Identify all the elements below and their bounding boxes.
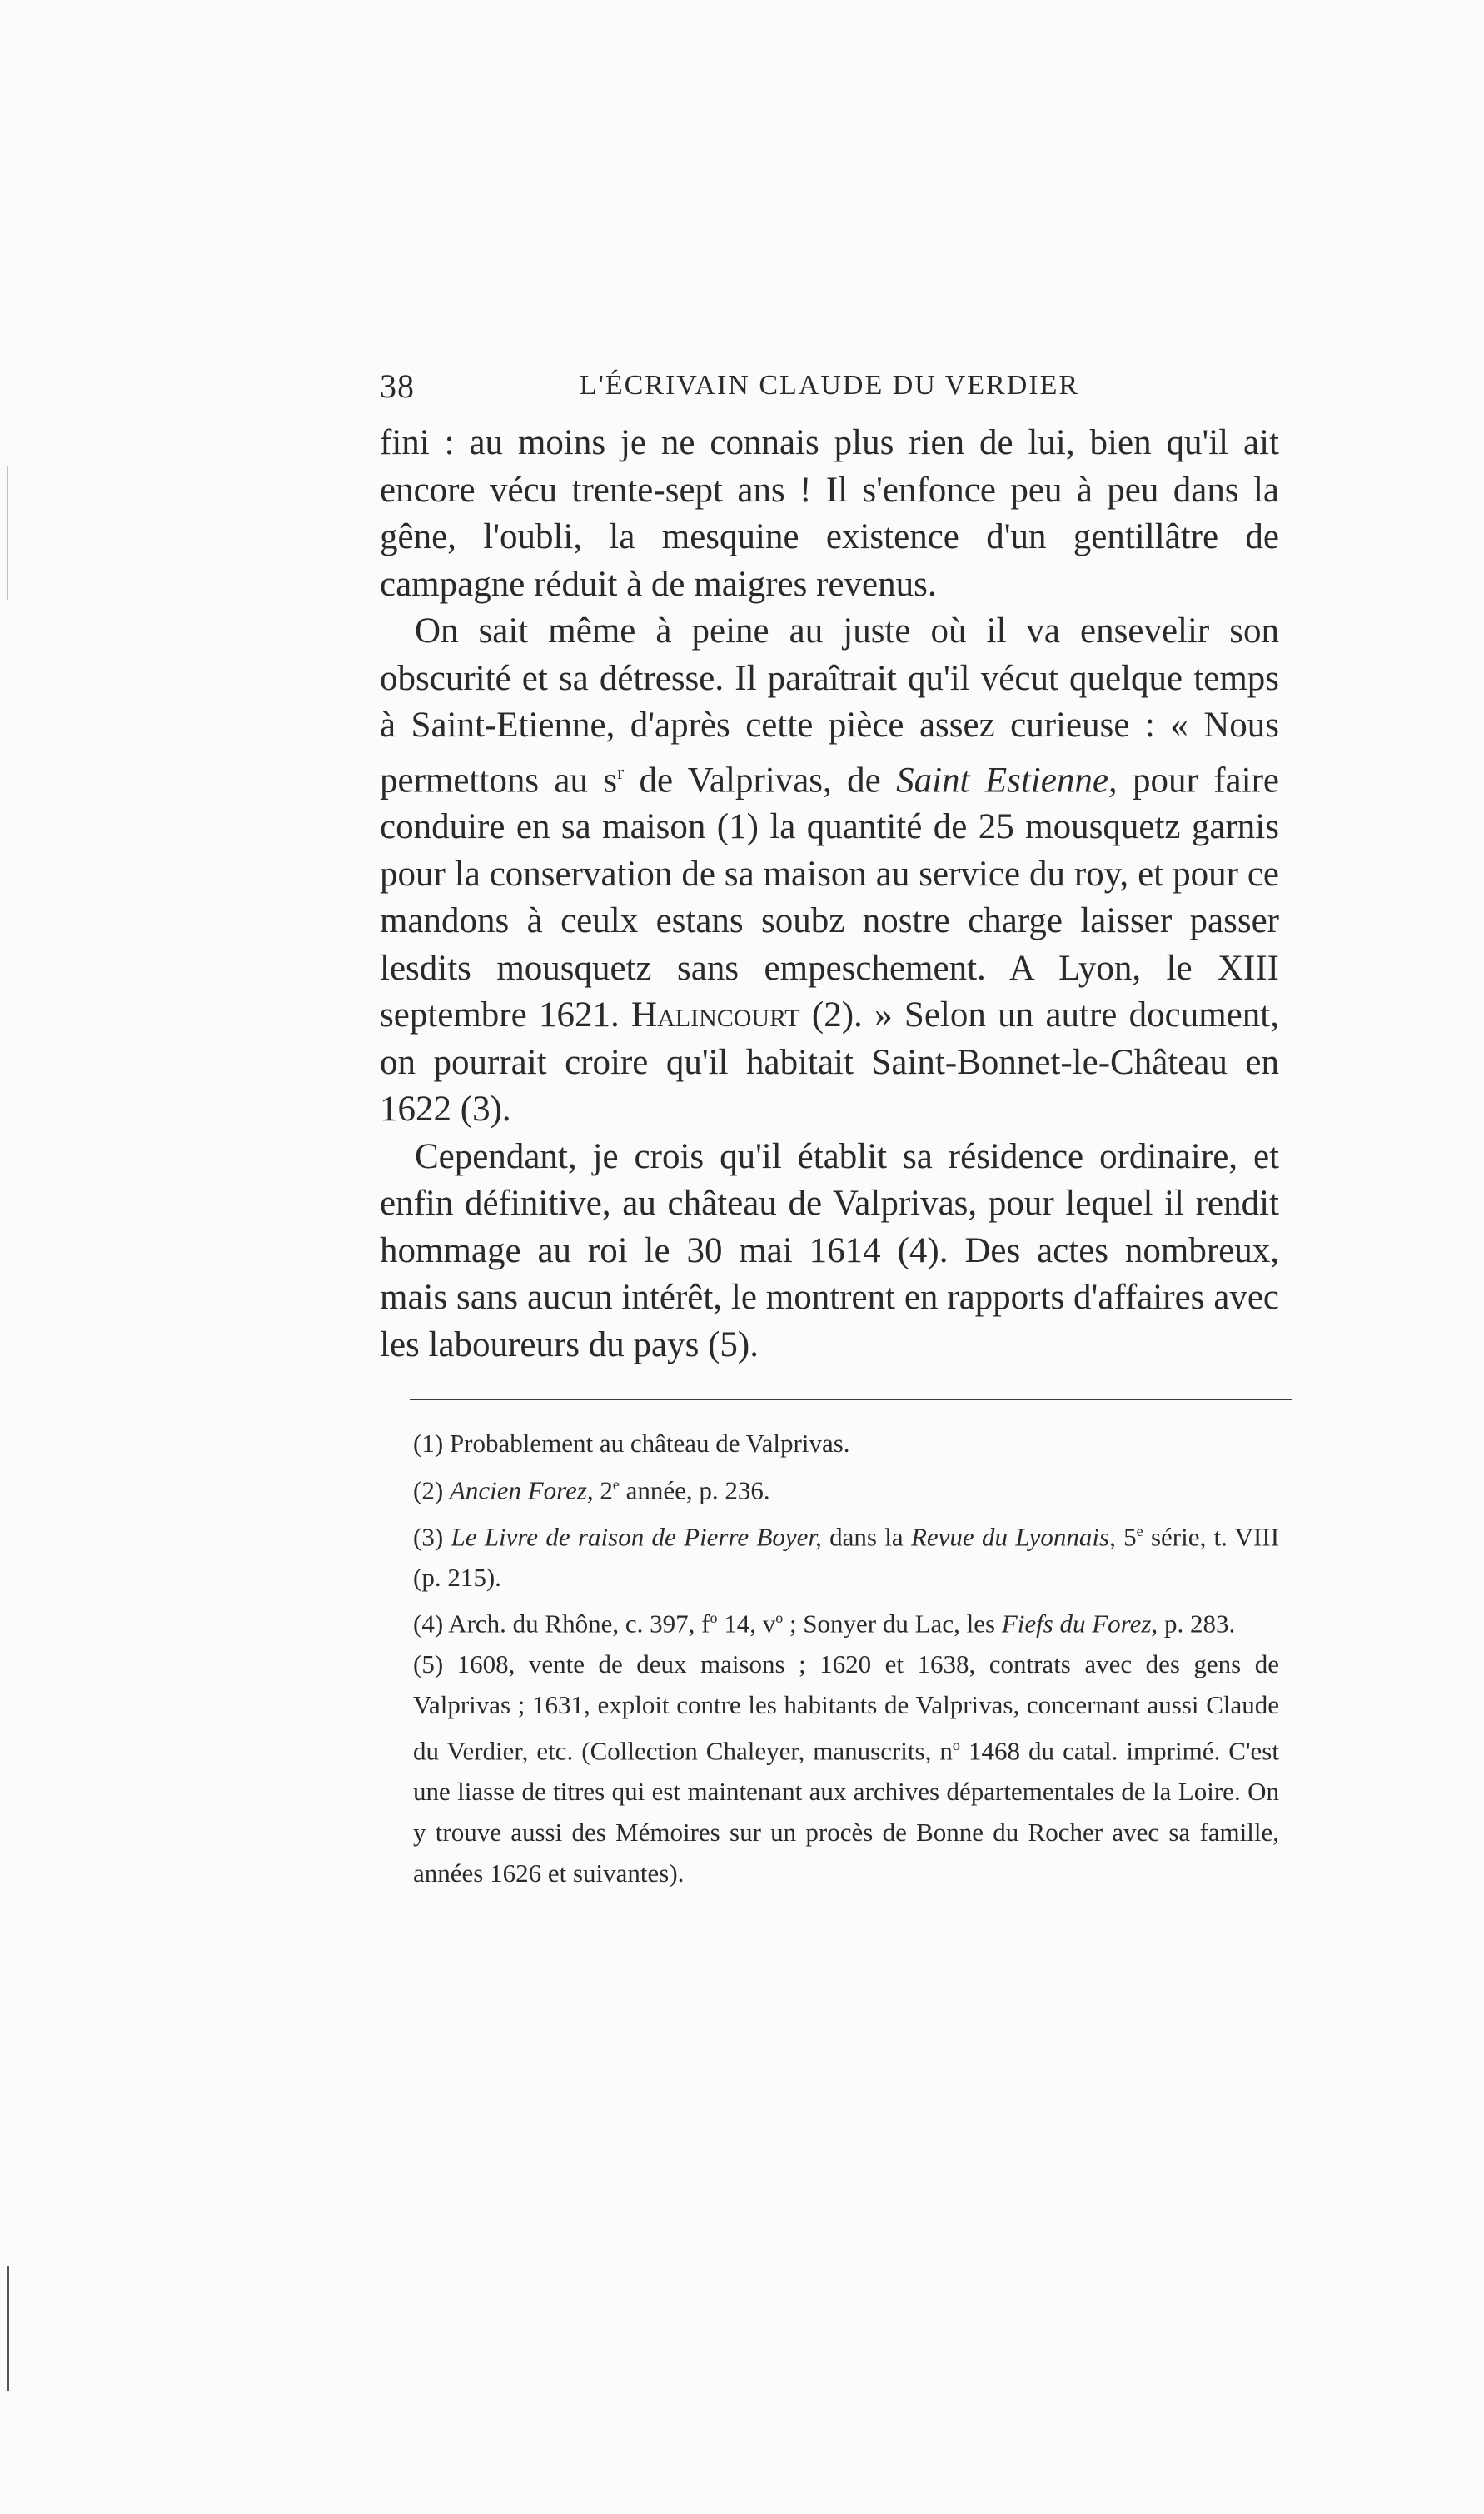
footnote-2: [413, 1464, 1279, 1511]
footnote-4-text-a: (4) Arch. du Rhône, c. 397, f: [413, 1609, 710, 1639]
paragraph-2: [380, 608, 1279, 1134]
footnote-rule: [410, 1399, 1292, 1400]
main-text: [380, 420, 1279, 1369]
footnote-3-text-c: série, t. VIII (p. 215).: [413, 1522, 1280, 1592]
footnote-4: [413, 1598, 1279, 1644]
footnote-3-journal: Revue du Lyonnais,: [910, 1522, 1116, 1552]
paragraph-2-text-b: de Valprivas, de: [624, 760, 897, 800]
footnote-3-text-b: 5: [1115, 1522, 1137, 1552]
footnote-4-text-d: p. 283.: [1158, 1609, 1236, 1639]
running-title: L'ÉCRIVAIN CLAUDE DU VERDIER: [579, 370, 1080, 401]
footnote-2-title: Ancien Forez,: [449, 1475, 594, 1505]
paragraph-2-text-a: On sait même à peine au juste où il va ensevelir son obscurité et sa détresse. Il paraîtrait qu'il vécut quelque temps à Saint-Etienne, d'après cette pièce assez curieuse : « Nous permettons au s: [380, 611, 1279, 800]
paragraph-2-text-c: pour faire conduire en sa maison (1) la quantité de 25 mousquetz garnis pour la conservation de sa maison au service du roy, et pour ce mandons à ceulx estans soubz nostre charge laisser passer lesdits mousquetz sans empeschement. A Lyon, le XIII septembre 1621.: [380, 760, 1279, 1035]
footnote-3: [413, 1511, 1279, 1599]
footnote-5-sup: o: [952, 1737, 960, 1754]
footnote-4-text-c: ; Sonyer du Lac, les: [783, 1609, 1002, 1639]
paragraph-3: Cependant, je crois qu'il établit sa résidence ordinaire, et enfin définitive, au château de Valprivas, pour lequel il rendit hommage au roi le 30 mai 1614 (4). Des actes nombreux, mais sans aucun intérêt, le montrent en rapports d'affaires avec les laboureurs du pays (5).: [380, 1136, 1279, 1364]
paragraph-1: fini : au moins je ne connais plus rien de lui, bien qu'il ait encore vécu trente-sept ans ! Il s'enfonce peu à peu dans la gêne, l'oubli, la mesquine existence d'un gentillâtre de campagne réduit à de maigres revenus.: [380, 423, 1279, 604]
left-edge-mark: [7, 2266, 9, 2391]
footnote-3-text-a: dans la: [821, 1522, 911, 1552]
footnote-3-sup: e: [1136, 1522, 1143, 1539]
footnotes: [413, 1424, 1279, 1893]
page: [380, 367, 1279, 1893]
footnote-3-num: (3): [413, 1522, 451, 1552]
paragraph-2-italic: Saint Estienne,: [896, 760, 1118, 800]
footnote-2-text-a: 2: [593, 1475, 613, 1505]
footnote-2-num: (2): [413, 1475, 450, 1505]
page-number: 38: [380, 367, 415, 405]
footnote-4-title: Fiefs du Forez,: [1001, 1609, 1158, 1639]
footnote-2-text-b: année, p. 236.: [619, 1475, 770, 1505]
paragraph-2-sup: r: [617, 761, 625, 784]
footnote-2-sup: e: [612, 1475, 620, 1493]
footnote-5-text-b: 1468 du catal. imprimé. C'est une liasse de titres qui est maintenant aux archives départementales de la Loire. On y trouve aussi des Mémoires sur un procès de Bonne du Rocher avec sa famille, années 1626 et suivantes).: [413, 1736, 1279, 1888]
paragraph-2-text-d: (2). » Selon un autre document, on pourrait croire qu'il habitait Saint-Bonnet-le-Château en 1622 (3).: [380, 995, 1279, 1130]
running-head: [380, 367, 1279, 417]
footnote-4-sup-1: o: [710, 1609, 718, 1627]
footnote-5: [413, 1644, 1279, 1893]
signature-name: Halincourt: [631, 995, 800, 1035]
footnote-4-sup-2: o: [775, 1609, 784, 1627]
left-edge-mark-2: [7, 466, 8, 600]
footnote-3-title: Le Livre de raison de Pierre Boyer,: [451, 1522, 822, 1552]
footnote-1: (1) Probablement au château de Valprivas.: [413, 1429, 850, 1459]
footnote-5-text-a: (5) 1608, vente de deux maisons ; 1620 et 1638, contrats avec des gens de Valprivas ; 1631, exploit contre les habitants de Valprivas, concernant aussi Claude du Verdier, etc. (Collection Chaleyer, manuscrits, n: [413, 1649, 1279, 1766]
footnote-4-text-b: 14, v: [717, 1609, 776, 1639]
